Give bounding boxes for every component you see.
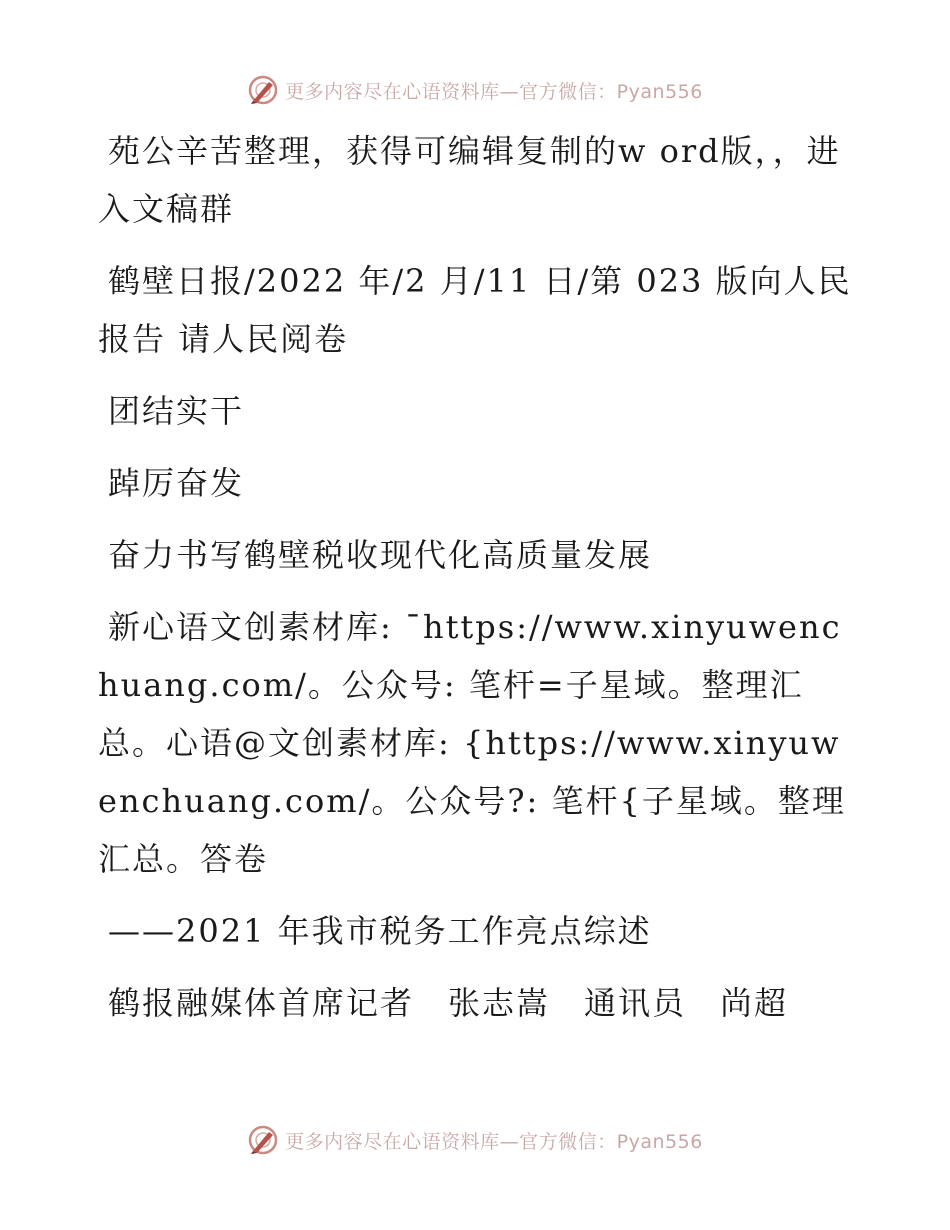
paragraph-promo: 新心语文创素材库: ¯https://www.xinyuwenchuang.com/。公众号: 笔杆=子星域。整理汇总。心语@文创素材库: {https://www.xinyuwenchuang.com/。公众号?: 笔杆{子星域。整理汇总。答卷 — [98, 608, 846, 878]
paragraph-headline: 奋力书写鹤壁税收现代化高质量发展 — [108, 536, 653, 574]
footer-watermark-banner — [0, 1122, 950, 1158]
watermark-text: 更多内容尽在心语资料库—官方微信：Pyan556 — [285, 80, 703, 103]
paragraph-title-1: 团结实干 — [108, 392, 245, 430]
paragraph-intro: 苑公辛苦整理，获得可编辑复制的w ord版，，进入文稿群 — [98, 132, 841, 228]
pen-logo-icon — [247, 74, 279, 106]
paragraph-byline: 鹤报融媒体首席记者 张志嵩 通讯员 尚超 — [108, 984, 789, 1022]
paragraph-title-2: 踔厉奋发 — [108, 464, 245, 502]
header-watermark-banner — [0, 72, 950, 108]
document-body — [98, 122, 858, 1046]
paragraph-subtitle: ——2021 年我市税务工作亮点综述 — [108, 912, 652, 950]
paragraph-source: 鹤壁日报/2022 年/2 月/11 日/第 023 版向人民报告 请人民阅卷 — [98, 262, 852, 358]
pen-logo-icon — [247, 1124, 279, 1156]
watermark-text: 更多内容尽在心语资料库—官方微信：Pyan556 — [285, 1130, 703, 1153]
